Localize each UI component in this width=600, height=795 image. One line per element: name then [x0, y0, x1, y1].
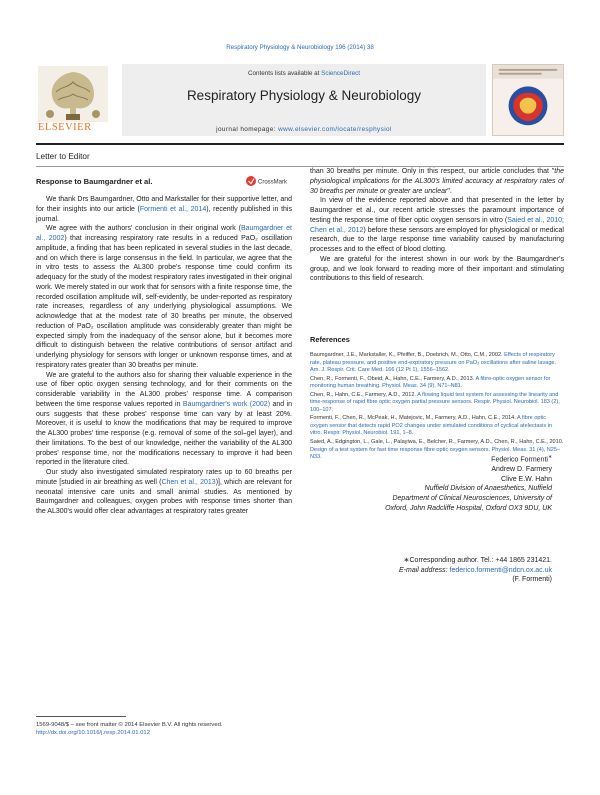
reference-authors: Chen, R., Formenti, F., Obeid, A., Hahn, C.E., Farmery, A.D., 2013.: [310, 375, 476, 382]
paragraph-7: We are grateful for the interest shown in our work by the Baumgardner's group, and we look forward to reading more of their important and stimulating contributions to this field of research.: [310, 255, 564, 283]
affiliation-line-3: Oxford, John Radcliffe Hospital, Oxford OX3 9DU, UK: [385, 504, 552, 512]
p4-text-b: )], which are relevant for neonatal intensive care units and small animal studies. As mentioned by Baumgardner and colleagues, oxygen probes with response times shorter than the AL300's would offer clear advantages at respiratory rates greater: [36, 478, 292, 515]
journal-title-panel: [122, 64, 486, 136]
references-list: [310, 352, 564, 463]
reference-link[interactable]: A fibre optic oxygen sensor that detects rapid PO2 changes under simulated conditions of cyclical atelectasis in vitro. Respir. Physiol. Neurobiol. 191, 1–8.: [310, 415, 553, 437]
citation-chen-2013[interactable]: Chen et al., 2013: [161, 478, 216, 486]
author-1-mark: ∗: [547, 455, 552, 460]
corresponding-email: [310, 566, 552, 576]
reference-authors: Chen, R., Hahn, C.E., Farmery, A.D., 2012.: [310, 391, 418, 398]
reference-link[interactable]: A flowing liquid test system for assessing the linearity and time-response of rapid fibre optic oxygen partial pressure sensors. Respir. Physiol. Neurobiol. 183 (2), 100–107.: [310, 391, 560, 413]
p5-text-a: than 30 breaths per minute. Only in this respect, our article concludes that ": [310, 168, 555, 175]
citation-baumgardner-work[interactable]: Baumgardner's work (2002): [182, 400, 271, 408]
crossmark-icon[interactable]: [245, 175, 291, 187]
author-3: Clive E.W. Hahn: [501, 475, 552, 483]
contents-line: [122, 70, 486, 77]
journal-header: [36, 60, 564, 142]
corresponding-name: (F. Formenti): [512, 576, 552, 584]
journal-title: Respiratory Physiology & Neurobiology: [186, 88, 422, 103]
p3-text-b: and in ours suggests that these probes' response time can vary by at least 20%. Moreover, it is useful to know the modifications that may be required to improve the AL300 probes' time response (e.g. removal of some of the sol–gel layer), and their limitations. To the best of our knowledge, neither the variability of the AL300 probes' response time, nor the modifications necessary to improve it had been reported in the literature cited.: [36, 400, 292, 467]
p6-text-b: ) before these sensors are employed for physiological or medical research, due to the large response time variability caused by manufacturing processes and to the effect of blood clotting.: [310, 226, 564, 253]
running-head: Respiratory Physiology & Neurobiology 196 (2014) 38: [226, 44, 374, 51]
references-heading: References: [310, 335, 350, 344]
paragraph-3: [36, 371, 292, 469]
citation-saied-chen[interactable]: Saied et al., 2010; Chen et al., 2012: [310, 216, 564, 234]
email-link[interactable]: federico.formenti@ndcn.ox.ac.uk: [449, 566, 552, 574]
correspondence-note: [310, 556, 552, 585]
p1-text-a: We thank Drs Baumgardner, Otto and Markstaller for their supportive letter, and for their insights into our article (: [36, 196, 292, 213]
reference-item: [310, 392, 564, 415]
p4-text-a: Our study also investigated simulated respiratory rates up to 60 breaths per minute [studied in air breathing as well (: [36, 469, 292, 486]
p5-quote: the physiological implications for the AL300's limited accuracy at respiratory rates of 30 breaths per minute or greater are unclear: [310, 168, 564, 195]
header-rule: [36, 143, 564, 145]
paragraph-6: [310, 196, 564, 255]
publisher-name: ELSEVIER: [38, 122, 92, 133]
doi-link[interactable]: http://dx.doi.org/10.1016/j.resp.2014.01.012: [36, 730, 150, 736]
p5-text-b: ".: [447, 187, 452, 195]
author-1-name: Federico Formenti: [491, 456, 548, 464]
reference-link[interactable]: Design of a test system for fast time response fibre optic oxygen sensors. Physiol. Meas. 31 (4), N25–N33.: [310, 446, 561, 461]
p2-text-b: ) that increasing respiratory rate results in a reduced PaO₂ oscillation amplitude, a finding that has been replicated in several studies in the last decade, and on which there is large consensus in the field. In particular, we agree that the in vitro tests to assess the AL300 probe's response time could confirm its adequacy for the study of the modest respiratory rates investigated in their original work. We merely stated in our work that for sensors with a finite response time, the recorded oscillation amplitude will, self-evidently, be under-reported as respiratory rate increases, regardless of any underlying physiological assumptions. We acknowledge that at the modest rate of 30 breaths per minute, the observed reduction of PaO₂ oscillation amplitude was considerably greater than might be expected simply from the inadequacy of the sensor alone, but it becomes more difficult to distinguish between the relative contributions of sensor artifact and underlying physiology for sensors with longer or unknown response times, and at respiratory rates greater than 30 breaths per minute.: [36, 235, 292, 369]
article-title: Response to Baumgardner et al.: [36, 177, 153, 186]
reference-link[interactable]: A fibre-optic oxygen sensor for monitoring human breathing. Physiol. Meas. 34 (9), N71–N81.: [310, 375, 551, 390]
reference-authors: Baumgardner, J.E., Markstaller, K., Pfeiffer, B., Doebrich, M., Otto, C.M., 2002.: [310, 352, 505, 358]
homepage-prefix: journal homepage:: [216, 126, 279, 133]
affiliation-line-1: Nuffield Division of Anaesthetics, Nuffield: [424, 485, 552, 493]
author-1: [310, 453, 552, 465]
affiliation-line-2: Department of Clinical Neurosciences, University of: [392, 495, 552, 503]
p6-text-a: In view of the evidence reported above and that presented in the letter by Baumgardner et al., our recent article stresses the paramount importance of testing the response time of fiber optic oxygen sensors in vitro (: [310, 197, 564, 224]
reference-item: [310, 376, 564, 391]
author-signature: [310, 453, 552, 514]
journal-homepage: [122, 126, 486, 133]
footer: [36, 721, 223, 737]
paragraph-2: [36, 224, 292, 370]
p2-text-a: We agree with the authors' conclusion in their original work (: [46, 225, 241, 233]
article-type: Letter to Editor: [36, 152, 90, 161]
contents-prefix: Contents lists available at: [247, 70, 322, 77]
reference-item: [310, 415, 564, 438]
sciencedirect-link[interactable]: ScienceDirect: [321, 70, 360, 77]
reference-authors: Saied, A., Edgington, L., Gale, L., Palayiwa, E., Belcher, R., Farmery, A.D., Chen, R., Hahn, C.E., 2010.: [310, 439, 564, 446]
reference-item: [310, 352, 564, 375]
reference-link[interactable]: Effects of respiratory rate, plateau pressure, and positive end-expiratory pressure on PaO₂ oscillations after saline lavage. Am. J. Respir. Crit. Care Med. 166 (12 Pt 1), 1556–1562.: [310, 352, 557, 374]
paragraph-1: [36, 195, 292, 224]
citation-formenti-2014[interactable]: Formenti et al., 2014: [139, 205, 207, 213]
author-2: Andrew D. Farmery: [491, 466, 552, 474]
reference-authors: Formenti, F., Chen, R., McPeak, H., Matejovic, M., Farmery, A.D., Hahn, C.E., 2014.: [310, 415, 518, 422]
paragraph-5: [310, 167, 564, 196]
right-column: [310, 167, 564, 284]
p1-text-b: ), recently published in this journal.: [36, 205, 292, 223]
footer-rule: [36, 716, 126, 717]
paragraph-4: [36, 468, 292, 517]
p3-text-a: We are grateful to the authors also for sharing their valuable experience in the use of fiber optic oxygen sensing technology, and for their comments on the considerable variability in the AL300 probes' response time. A comparison between the time response values reported in: [36, 371, 292, 408]
elsevier-tree-logo: [36, 64, 110, 130]
email-label: E-mail address:: [398, 566, 450, 574]
copyright-line: 1569-9048/$ – see front matter © 2014 Elsevier B.V. All rights reserved.: [36, 722, 223, 728]
journal-cover-image: [492, 64, 564, 136]
crossmark-label: CrossMark: [258, 179, 288, 186]
homepage-link[interactable]: www.elsevier.com/locate/resphysiol: [278, 126, 392, 133]
left-column: [36, 195, 292, 517]
corresponding-tel: ∗Corresponding author. Tel.: +44 1865 231421.: [403, 557, 552, 564]
citation-baumgardner-2002[interactable]: Baumgardner et al., 2002: [36, 225, 292, 242]
